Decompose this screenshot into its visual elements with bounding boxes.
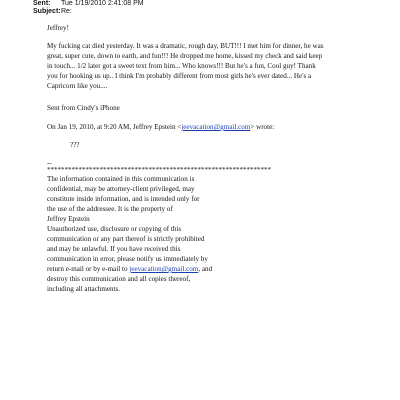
quote-email-link[interactable]: jeevacation@gmail.com [181,123,251,131]
return-prefix: return e-mail or by e-mail to [47,265,130,273]
notice-line-return [47,264,365,274]
footer-stars: **************************************************************** [47,166,271,174]
paragraph-line: you for hooking us up.. I think I'm probably different from most girls he's ever dated... He's a [47,72,312,80]
notice-line: confidential, may be attorney-client privileged, may [47,185,195,193]
confidentiality-notice [47,174,365,294]
sent-label: Sent: [33,0,51,7]
subject-value: Re: [61,8,72,15]
return-suffix: , and [198,265,213,273]
sent-value: Tue 1/19/2010 2:41:08 PM [61,0,144,7]
notice-line: destroy this communication and all copies thereof, [47,275,191,283]
subject-label: Subject: [33,8,61,15]
notice-line: and may be unlawful. If you have received this [47,245,181,253]
subject-row [33,7,72,16]
footer-dashes: -- [47,159,52,167]
notice-line: constitute inside information, and is intended only for [47,195,200,203]
notice-line: communication in error, please notify us immediately by [47,255,208,263]
paragraph-line: Capricorn like you.... [47,82,108,90]
quoted-text: ??? [70,141,80,149]
footer-email-link[interactable]: jeevacation@gmail.com [129,265,199,273]
notice-line: including all attachments. [47,285,121,293]
notice-line: the use of the addressee. It is the property of [47,205,173,213]
quote-suffix: > wrote: [250,123,275,131]
notice-line: Unauthorized use, disclosure or copying of this [47,225,182,233]
paragraph-line: in touch... 1/2 later got a sweet text from him... Who knows!!! But he's a fun, Cool guy! Thank [47,62,316,70]
notice-line: Jeffrey Epstein [47,215,90,223]
notice-line: communication or any part thereof is strictly prohibited [47,235,205,243]
quote-attribution [47,122,365,132]
signature: Sent from Cindy's iPhone [47,104,120,112]
quote-prefix: On Jan 19, 2010, at 9:20 AM, Jeffrey Epstein < [47,123,182,131]
greeting: Jeffrey! [47,24,69,32]
notice-line: The information contained in this communication is [47,175,195,183]
message-paragraph [47,41,365,91]
paragraph-line: My fucking cat died yesterday. It was a dramatic, rough day, BUT!!! I met him for dinner, he was [47,42,324,50]
paragraph-line: great, super cute, down to earth, and fun!!! He dropped me home, kissed my check and said keep [47,52,323,60]
